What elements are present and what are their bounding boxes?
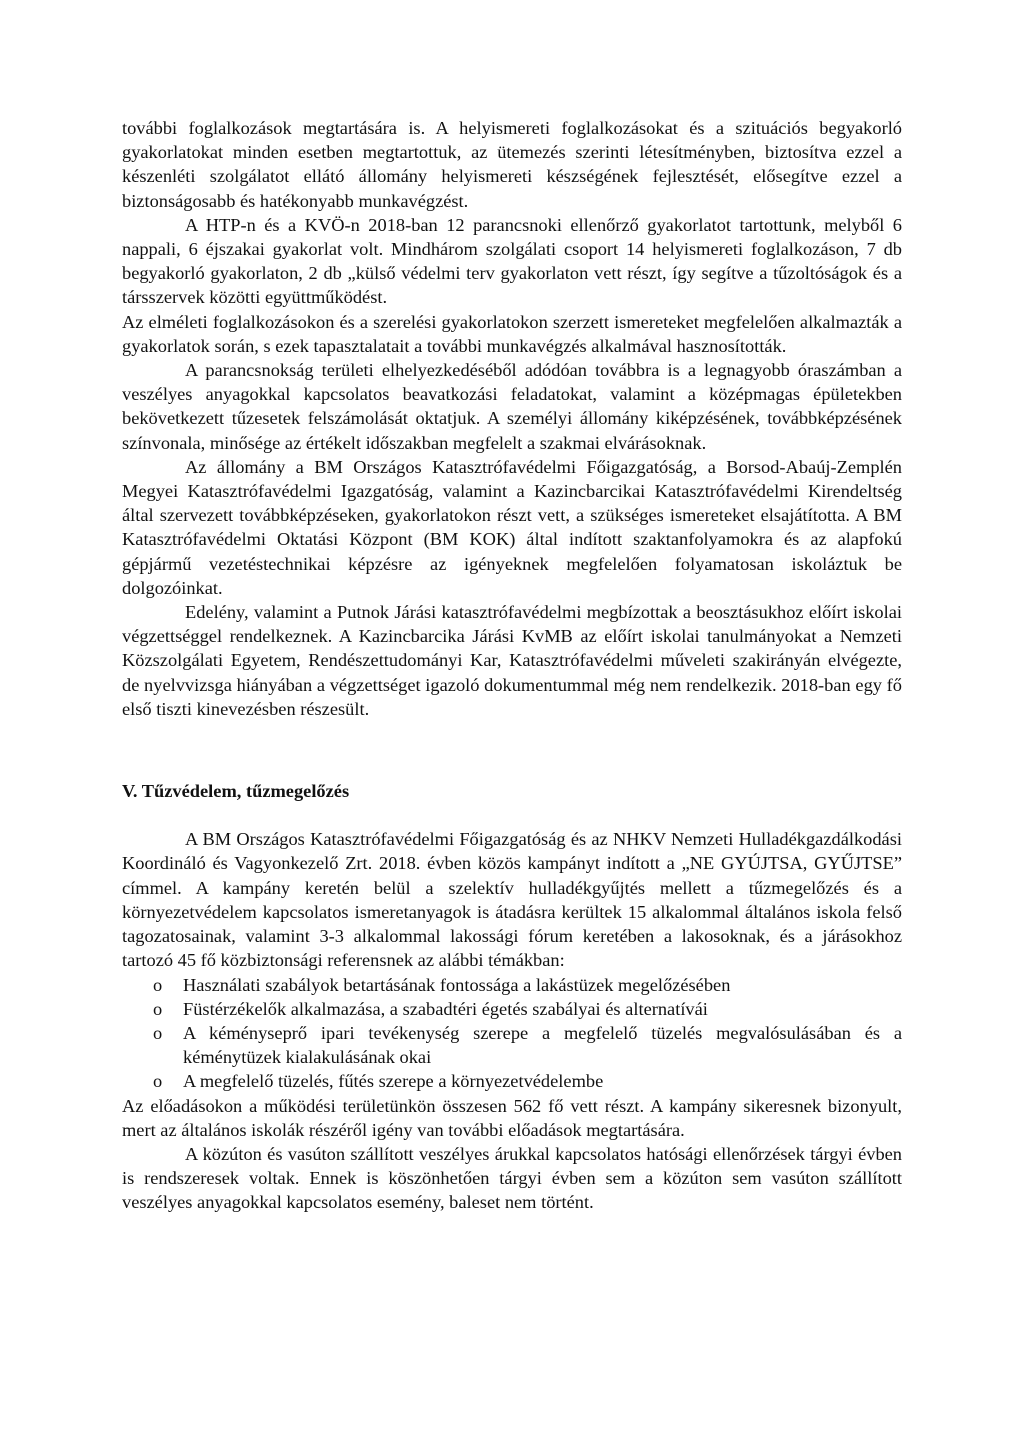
- paragraph-3: Az elméleti foglalkozásokon és a szerelési gyakorlatokon szerzett ismereteket megfelelően alkalmazták a gyakorlatok során, s ezek tapasztalatait a további munkavégzés alkalmával hasznosították.: [122, 311, 902, 356]
- list-item-text: Használati szabályok betartásának fontossága a lakástüzek megelőzésében: [183, 974, 731, 995]
- paragraph-1: további foglalkozások megtartására is. A helyismereti foglalkozásokat és a szituációs begyakorló gyakorlatokat minden esetben megtartottuk, az ütemezés szerinti létesítményben, biztosítva ezzel a készenléti szolgálatot ellátó állomány helyismereti készségének fejlesztését, elősegítve ezzel a biztonságosabb és hatékonyabb munkavégzést.: [122, 118, 902, 211]
- bullet-marker: o: [153, 998, 163, 1019]
- section-heading: V. Tűzvédelem, tűzmegelőzés: [122, 781, 350, 802]
- section-intro-paragraph: A BM Országos Katasztrófavédelmi Főigazgatóság és az NHKV Nemzeti Hulladékgazdálkodási Koordináló és Vagyonkezelő Zrt. 2018. évben közös kampányt indított a „NE GYÚJTSA, GYŰJTSE” címmel. A kampány keretén belül a szelektív hulladékgyűjtés mellett a tűzmegelőzés és a környezetvédelem kapcsolatos ismeretanyagok is átadásra kerültek 15 alkalommal általános iskola felső tagozatosainak, valamint 3-3 alkalommal lakossági fórum keretében a lakosoknak, és a járásokhoz tartozó 45 fő közbiztonsági referensnek az alábbi témákban:: [122, 829, 902, 971]
- topic-list: [122, 973, 902, 1094]
- list-item: [122, 997, 902, 1021]
- list-item: [122, 1069, 902, 1093]
- paragraph-4: A parancsnokság területi elhelyezkedéséből adódóan továbbra is a legnagyobb óraszámban a veszélyes anyagokkal kapcsolatos beavatkozási feladatokat, valamint a középmagas épületekben bekövetkezett tűzesetek felszámolását oktatjuk. A személyi állomány kiképzésének, továbbképzésének színvonala, minősége az értékelt időszakban megfelelt a szakmai elvárásoknak.: [122, 360, 902, 453]
- list-item: [122, 1021, 902, 1069]
- bullet-marker: o: [153, 974, 163, 995]
- paragraph-2: A HTP-n és a KVÖ-n 2018-ban 12 parancsnoki ellenőrző gyakorlatot tartottunk, melyből 6 nappali, 6 éjszakai gyakorlat volt. Mindhárom szolgálati csoport 14 helyismereti foglalkozáson, 7 db begyakorló gyakorlaton, 2 db „külső védelmi terv gyakorlaton vett részt, így segítve a tűzoltóságok és a társszervek közötti együttműködést.: [122, 214, 902, 308]
- paragraph-inspections: A közúton és vasúton szállított veszélyes árukkal kapcsolatos hatósági ellenőrzések tárgyi évben is rendszeresek voltak. Ennek is köszönhetően tárgyi évben sem a közúton sem vasúton szállított veszélyes anyagokkal kapcsolatos esemény, baleset nem történt.: [122, 1143, 902, 1213]
- bullet-marker: o: [153, 1022, 163, 1043]
- list-item-text: A kéményseprő ipari tevékenység szerepe a megfelelő tüzelés megvalósulásában és a kéménytüzek kialakulásának okai: [183, 1022, 902, 1068]
- list-item-text: A megfelelő tüzelés, fűtés szerepe a környezetvédelembe: [183, 1071, 604, 1092]
- document-page: [122, 116, 902, 1215]
- list-item: [122, 973, 902, 997]
- list-item-text: Füstérzékelők alkalmazása, a szabadtéri égetés szabályai és alternatívái: [183, 998, 708, 1019]
- paragraph-5: Az állomány a BM Országos Katasztrófavédelmi Főigazgatóság, a Borsod-Abaúj-Zemplén Megyei Katasztrófavédelmi Igazgatóság, valamint a Kazincbarcikai Katasztrófavédelmi Kirendeltség által szervezett továbbképzéseken, gyakorlatokon részt vett, a szükséges ismereteket elsajátította. A BM Katasztrófavédelmi Oktatási Központ (BM KOK) által indított szaktanfolyamokra és az alapfokú gépjármű vezetéstechnikai képzésre az igényeknek megfelelően folyamatosan iskoláztuk be dolgozóinkat.: [122, 456, 902, 598]
- paragraph-6: Edelény, valamint a Putnok Járási katasztrófavédelmi megbízottak a beosztásukhoz előírt iskolai végzettséggel rendelkeznek. A Kazincbarcika Járási KvMB az előírt iskolai tanulmányokat a Nemzeti Közszolgálati Egyetem, Rendészettudományi Kar, Katasztrófavédelmi műveleti szakirányán elvégezte, de nyelvvizsga hiányában a végzettséget igazoló dokumentummal még nem rendelkezik. 2018-ban egy fő első tiszti kinevezésben részesült.: [122, 602, 902, 719]
- paragraph-attendance: Az előadásokon a működési területünkön összesen 562 fő vett részt. A kampány sikeresnek bizonyult, mert az általános iskolák részéről igény van további előadások megtartására.: [122, 1095, 902, 1140]
- bullet-marker: o: [153, 1071, 163, 1092]
